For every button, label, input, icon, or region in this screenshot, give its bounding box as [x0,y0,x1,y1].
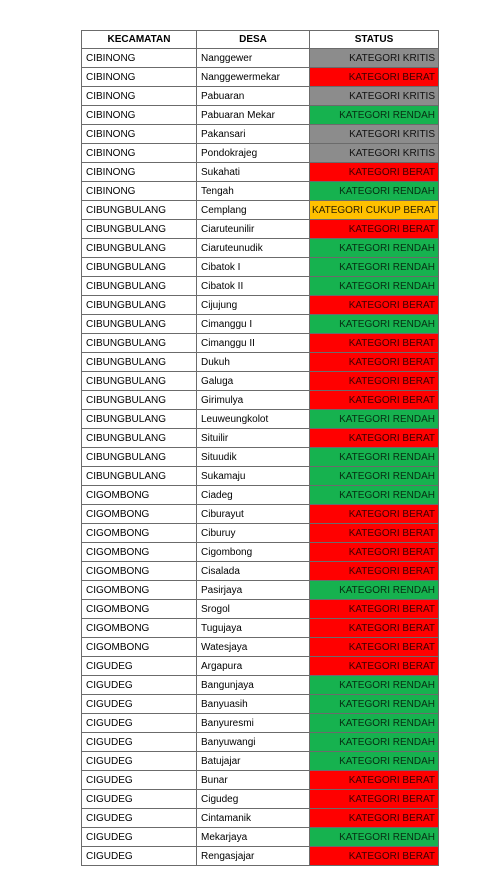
table-row [82,771,439,790]
status-cell: KATEGORI BERAT [310,334,439,353]
status-cell: KATEGORI RENDAH [310,581,439,600]
status-cell: KATEGORI RENDAH [310,714,439,733]
kecamatan-cell: CIBUNGBULANG [82,201,197,220]
status-cell: KATEGORI RENDAH [310,258,439,277]
table-row [82,125,439,144]
status-cell: KATEGORI BERAT [310,429,439,448]
kecamatan-cell: CIBUNGBULANG [82,296,197,315]
desa-cell: Ciburuy [197,524,310,543]
table-row [82,733,439,752]
table-header [82,31,439,49]
kecamatan-cell: CIGUDEG [82,790,197,809]
kecamatan-cell: CIGOMBONG [82,543,197,562]
kecamatan-cell: CIGUDEG [82,809,197,828]
status-cell: KATEGORI RENDAH [310,182,439,201]
desa-cell: Banyuwangi [197,733,310,752]
desa-cell: Ciaruteunilir [197,220,310,239]
desa-cell: Girimulya [197,391,310,410]
kecamatan-cell: CIBINONG [82,144,197,163]
table-row [82,87,439,106]
table-row [82,486,439,505]
status-cell: KATEGORI BERAT [310,619,439,638]
table-row [82,828,439,847]
table-row [82,429,439,448]
desa-cell: Rengasjajar [197,847,310,866]
status-cell: KATEGORI RENDAH [310,448,439,467]
status-cell: KATEGORI KRITIS [310,87,439,106]
table-row [82,657,439,676]
kecamatan-cell: CIGOMBONG [82,562,197,581]
status-cell: KATEGORI RENDAH [310,486,439,505]
table-row [82,220,439,239]
desa-cell: Leuweungkolot [197,410,310,429]
table-row [82,714,439,733]
kecamatan-cell: CIGOMBONG [82,524,197,543]
table-row [82,676,439,695]
desa-cell: Cintamanik [197,809,310,828]
kecamatan-cell: CIBINONG [82,49,197,68]
status-cell: KATEGORI BERAT [310,163,439,182]
table-row [82,296,439,315]
kecamatan-cell: CIBUNGBULANG [82,467,197,486]
status-cell: KATEGORI RENDAH [310,239,439,258]
table-row [82,353,439,372]
desa-cell: Sukahati [197,163,310,182]
status-cell: KATEGORI RENDAH [310,410,439,429]
desa-cell: Cimanggu I [197,315,310,334]
kecamatan-cell: CIBINONG [82,106,197,125]
table-row [82,258,439,277]
desa-cell: Dukuh [197,353,310,372]
kecamatan-cell: CIGOMBONG [82,486,197,505]
table-row [82,239,439,258]
desa-cell: Argapura [197,657,310,676]
kecamatan-cell: CIBUNGBULANG [82,315,197,334]
desa-cell: Tugujaya [197,619,310,638]
status-cell: KATEGORI BERAT [310,638,439,657]
desa-cell: Sukamaju [197,467,310,486]
table-row [82,619,439,638]
desa-cell: Cijujung [197,296,310,315]
table-row [82,752,439,771]
desa-cell: Cibatok I [197,258,310,277]
table-row [82,467,439,486]
desa-cell: Pasirjaya [197,581,310,600]
desa-cell: Situudik [197,448,310,467]
table-row [82,391,439,410]
table-row [82,638,439,657]
status-cell: KATEGORI BERAT [310,790,439,809]
kecamatan-cell: CIBUNGBULANG [82,220,197,239]
table-row [82,277,439,296]
table-row [82,410,439,429]
desa-cell: Cimanggu II [197,334,310,353]
status-cell: KATEGORI KRITIS [310,144,439,163]
desa-cell: Nanggewermekar [197,68,310,87]
kecamatan-cell: CIGUDEG [82,847,197,866]
table-row [82,809,439,828]
desa-cell: Cisalada [197,562,310,581]
desa-cell: Ciadeg [197,486,310,505]
kecamatan-cell: CIGOMBONG [82,505,197,524]
desa-cell: Banyuresmi [197,714,310,733]
kecamatan-cell: CIGUDEG [82,752,197,771]
status-cell: KATEGORI KRITIS [310,125,439,144]
desa-cell: Watesjaya [197,638,310,657]
desa-cell: Tengah [197,182,310,201]
kecamatan-cell: CIBUNGBULANG [82,353,197,372]
status-cell: KATEGORI BERAT [310,657,439,676]
status-cell: KATEGORI BERAT [310,220,439,239]
status-cell: KATEGORI BERAT [310,809,439,828]
status-cell: KATEGORI CUKUP BERAT [310,201,439,220]
status-cell: KATEGORI BERAT [310,600,439,619]
kecamatan-cell: CIBUNGBULANG [82,258,197,277]
desa-cell: Banyuasih [197,695,310,714]
kecamatan-cell: CIGUDEG [82,657,197,676]
village-status-table [81,30,439,866]
header-desa: DESA [197,31,310,49]
kecamatan-cell: CIGUDEG [82,676,197,695]
status-cell: KATEGORI RENDAH [310,467,439,486]
desa-cell: Cigombong [197,543,310,562]
table-row [82,695,439,714]
status-cell: KATEGORI RENDAH [310,106,439,125]
kecamatan-cell: CIGOMBONG [82,600,197,619]
table-row [82,68,439,87]
status-cell: KATEGORI RENDAH [310,277,439,296]
kecamatan-cell: CIBUNGBULANG [82,372,197,391]
header-row [82,31,439,49]
table-row [82,106,439,125]
kecamatan-cell: CIBUNGBULANG [82,334,197,353]
status-cell: KATEGORI BERAT [310,372,439,391]
kecamatan-cell: CIGOMBONG [82,619,197,638]
status-cell: KATEGORI RENDAH [310,733,439,752]
status-cell: KATEGORI RENDAH [310,695,439,714]
table-row [82,182,439,201]
status-cell: KATEGORI BERAT [310,391,439,410]
kecamatan-cell: CIBINONG [82,163,197,182]
kecamatan-cell: CIBUNGBULANG [82,410,197,429]
status-cell: KATEGORI BERAT [310,562,439,581]
desa-cell: Cemplang [197,201,310,220]
kecamatan-cell: CIBINONG [82,125,197,144]
kecamatan-cell: CIGUDEG [82,828,197,847]
desa-cell: Nanggewer [197,49,310,68]
desa-cell: Situilir [197,429,310,448]
table-row [82,543,439,562]
table-row [82,144,439,163]
table-row [82,163,439,182]
kecamatan-cell: CIGUDEG [82,695,197,714]
desa-cell: Mekarjaya [197,828,310,847]
desa-cell: Pabuaran [197,87,310,106]
kecamatan-cell: CIBINONG [82,182,197,201]
kecamatan-cell: CIBUNGBULANG [82,239,197,258]
desa-cell: Cigudeg [197,790,310,809]
status-cell: KATEGORI BERAT [310,524,439,543]
desa-cell: Ciburayut [197,505,310,524]
table-row [82,448,439,467]
kecamatan-cell: CIGUDEG [82,714,197,733]
desa-cell: Ciaruteunudik [197,239,310,258]
table-row [82,315,439,334]
table-row [82,581,439,600]
header-kecamatan: KECAMATAN [82,31,197,49]
desa-cell: Galuga [197,372,310,391]
status-cell: KATEGORI BERAT [310,771,439,790]
desa-cell: Cibatok II [197,277,310,296]
kecamatan-cell: CIGOMBONG [82,581,197,600]
kecamatan-cell: CIGUDEG [82,733,197,752]
table-row [82,49,439,68]
status-cell: KATEGORI BERAT [310,353,439,372]
desa-cell: Pabuaran Mekar [197,106,310,125]
kecamatan-cell: CIBUNGBULANG [82,429,197,448]
desa-cell: Srogol [197,600,310,619]
kecamatan-cell: CIBINONG [82,68,197,87]
desa-cell: Bunar [197,771,310,790]
status-cell: KATEGORI BERAT [310,847,439,866]
kecamatan-cell: CIGUDEG [82,771,197,790]
table-row [82,524,439,543]
table-body [82,49,439,866]
status-cell: KATEGORI BERAT [310,505,439,524]
table-row [82,372,439,391]
table-row [82,334,439,353]
desa-cell: Pakansari [197,125,310,144]
desa-cell: Bangunjaya [197,676,310,695]
status-cell: KATEGORI RENDAH [310,752,439,771]
status-cell: KATEGORI RENDAH [310,828,439,847]
table-row [82,600,439,619]
kecamatan-cell: CIBUNGBULANG [82,391,197,410]
kecamatan-cell: CIBINONG [82,87,197,106]
table-row [82,847,439,866]
desa-cell: Batujajar [197,752,310,771]
status-cell: KATEGORI BERAT [310,68,439,87]
table-row [82,790,439,809]
desa-cell: Pondokrajeg [197,144,310,163]
kecamatan-cell: CIGOMBONG [82,638,197,657]
status-cell: KATEGORI BERAT [310,543,439,562]
table-row [82,562,439,581]
kecamatan-cell: CIBUNGBULANG [82,448,197,467]
header-status: STATUS [310,31,439,49]
status-cell: KATEGORI BERAT [310,296,439,315]
table-row [82,505,439,524]
status-cell: KATEGORI RENDAH [310,676,439,695]
kecamatan-cell: CIBUNGBULANG [82,277,197,296]
status-cell: KATEGORI KRITIS [310,49,439,68]
status-cell: KATEGORI RENDAH [310,315,439,334]
table-row [82,201,439,220]
